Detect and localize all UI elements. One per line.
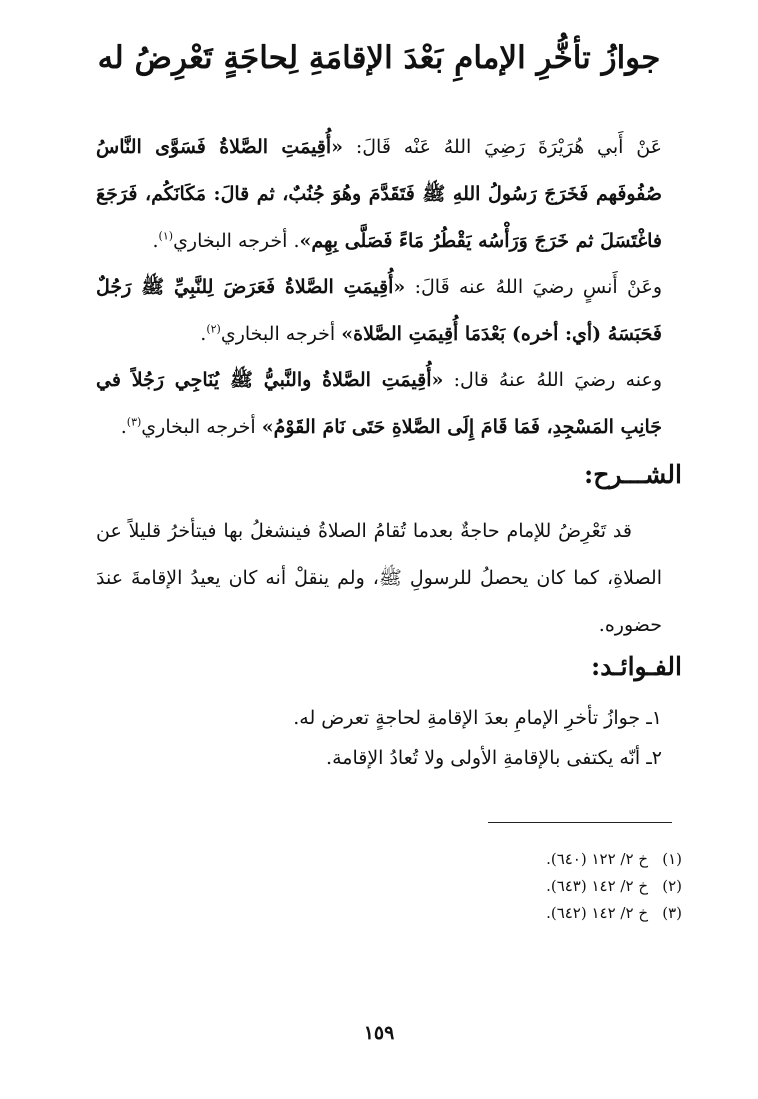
- footnote-mark: (٢): [206, 322, 221, 336]
- benefit-item: ١ـ جوازُ تأخرِ الإمامِ بعدَ الإقامةِ لحاجةٍ تعرض له.: [293, 707, 662, 729]
- hadith-quote: «أُقِيمَتِ الصَّلاةُ والنَّبيُّ ﷺ يُنَاجِي رَجُلاً في جَانِبِ المَسْجِدِ، فَمَا قَامَ إِلَى الصَّلاةِ حَتَى نَامَ القَوْمُ»: [96, 369, 662, 438]
- fawaid-heading: الفـوائـد:: [590, 652, 682, 681]
- hadith-paragraph: [96, 357, 662, 451]
- hadith-end: .: [200, 323, 207, 345]
- footnote-mark: (٣): [126, 415, 142, 429]
- footnote-number: (٣): [662, 904, 682, 922]
- sharh-text: قد تَعْرِضُ للإمام حاجةٌ بعدما تُقامُ الصلاةُ فينشغلُ بها فيتأخرُ قليلاً عن الصلاةِ، كما كان يحصلُ للرسولِ ﷺ، ولم ينقلْ أنه كان يعيدُ الإقامةَ عندَ حضوره.: [96, 520, 662, 636]
- hadith-paragraph: [96, 124, 662, 265]
- footnote-item: [546, 900, 682, 927]
- hadith-intro: وعَنْ أَنسٍ رضيَ اللهُ عنه قَالَ:: [405, 276, 662, 298]
- page-title: جوازُ تأخُّرِ الإمامِ بَعْدَ الإقامَةِ لِحاجَةٍ تَعْرِضُ له: [97, 40, 661, 76]
- sharh-heading: الشـــرح:: [584, 460, 682, 489]
- hadith-source: أخرجه البخاري: [220, 323, 342, 345]
- footnote-text: خ ٢/ ١٤٢ (٦٤٢).: [546, 904, 648, 922]
- footnotes-list: [546, 846, 682, 927]
- footnote-number: (٢): [662, 877, 682, 895]
- footnote-number: (١): [662, 850, 682, 868]
- hadith-paragraph: [96, 264, 662, 358]
- benefit-item: ٢ـ أنّه يكتفى بالإقامةِ الأولى ولا تُعادُ الإقامة.: [326, 747, 662, 769]
- hadith-end: .: [120, 416, 127, 438]
- footnote-divider: [488, 822, 672, 823]
- page-number: ١٥٩: [363, 1022, 395, 1044]
- hadith-intro: عَنْ أَبي هُرَيْرَةَ رَضِيَ اللهُ عَنْه قَالَ:: [343, 136, 663, 158]
- hadith-intro: وعنه رضيَ اللهُ عنهُ قال:: [443, 369, 663, 391]
- hadith-end: .: [152, 230, 159, 252]
- hadith-source: . أخرجه البخاري: [173, 230, 300, 252]
- footnote-text: خ ٢/ ١٢٢ (٦٤٠).: [546, 850, 648, 868]
- footnote-mark: (١): [158, 229, 174, 243]
- footnote-item: [546, 846, 682, 873]
- footnote-item: [546, 873, 682, 900]
- benefits-list: [96, 698, 662, 778]
- hadith-source: أخرجه البخاري: [141, 416, 262, 438]
- hadith-quote: «أُقِيمَتِ الصَّلاةُ فَعَرَضَ لِلنَّبِيِّ ﷺ رَجُلٌ فَحَبَسَهُ (أي: أخره) بَعْدَمَا أُقِيمَتِ الصَّلاة»: [96, 276, 662, 345]
- footnote-text: خ ٢/ ١٤٢ (٦٤٣).: [546, 877, 648, 895]
- hadith-quote: «أُقِيمَتِ الصَّلاةُ فَسَوَّى النَّاسُ صُفُوفَهم فَخَرَجَ رَسُولُ اللهِ ﷺ فَتَقَدَّمَ وهُوَ جُنُبٌ، ثم قالَ: مَكَانَكُم، فَرَجَعَ فاغْتَسَلَ ثم خَرَجَ وَرَأْسُه يَقْطُرُ مَاءً فَصَلَّى بِهِم»: [96, 136, 662, 252]
